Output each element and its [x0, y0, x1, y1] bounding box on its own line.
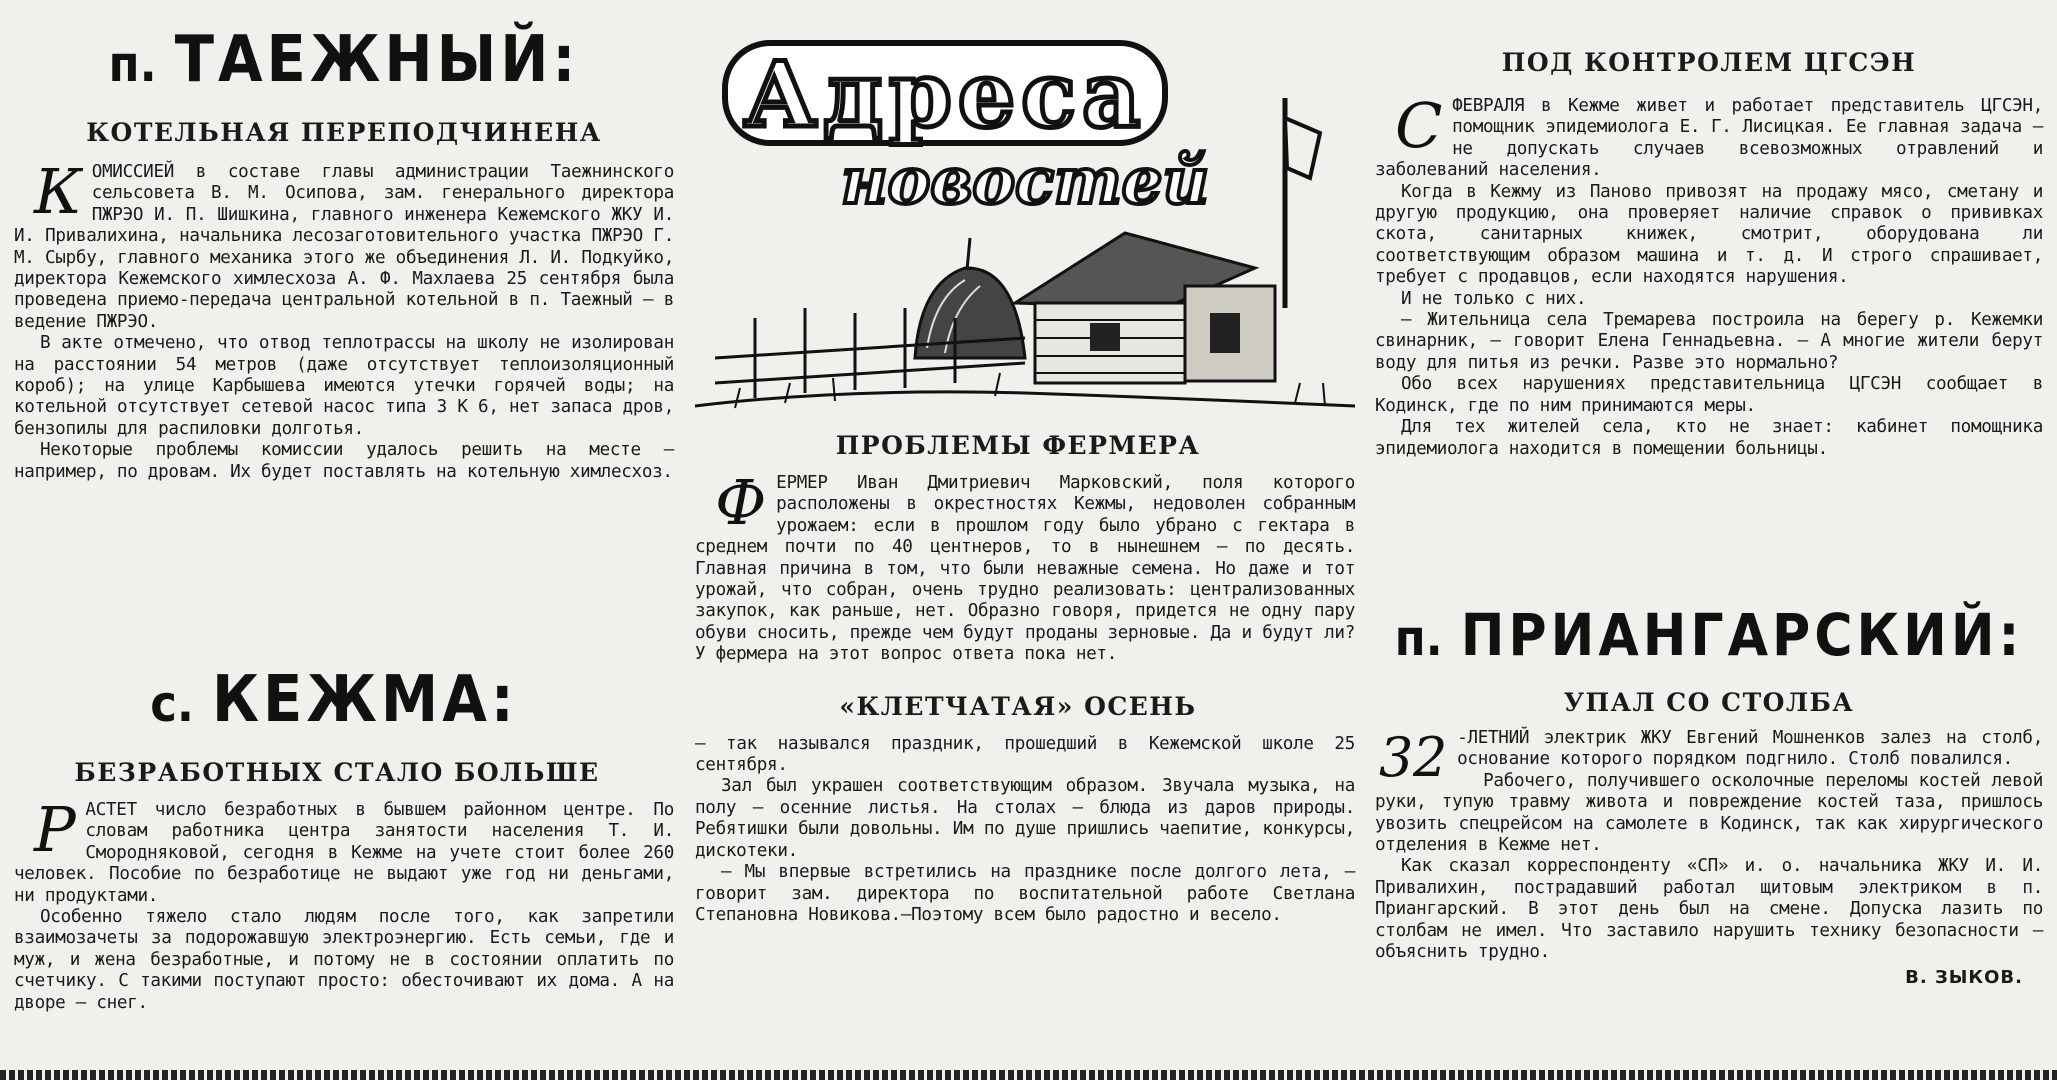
dropcap: С: [1395, 89, 1443, 162]
place-title-priangarsky: п. ПРИАНГАРСКИЙ:: [1394, 601, 2024, 669]
dropcap: 32: [1379, 726, 1448, 789]
dropcap: К: [34, 155, 82, 228]
place-title-kezhma: с. КЕЖМА:: [150, 663, 518, 737]
headline-boiler: КОТЕЛЬНАЯ ПЕРЕПОДЧИНЕНА: [86, 118, 602, 147]
headline-autumn: «КЛЕТЧАТАЯ» ОСЕНЬ: [839, 691, 1197, 721]
article-body-cgsen: С ФЕВРАЛЯ в Кежме живет и работает представитель ЦГСЭН, помощник эпидемиолога Е. Г. Лисицкая. Ее главная задача — не допускать случаев всевозможных отравлений и заболеваний населения. Когда в Кежму из Паново привозят на продажу мясо, сметану и другую продукцию, она проверяет наличие справок о прививках скота, санитарных книжек, смотрит, оборудована ли соответствующим образом машина и т. д. И строго спрашивает, требует с продавцов, если находятся нарушения. И не только с них. — Жительница села Тремарева построила на берегу р. Кежемки свинарник, — говорит Елена Геннадьевна. — А многие жители берут воду для питья из речки. Разве это нормально? Обо всех нарушениях представительница ЦГСЭН сообщает в Кодинск, где по ним принимаются меры. Для тех жителей села, кто не знает: кабинет помощника эпидемиолога находится в помещении больницы.: [1375, 89, 2043, 459]
village-illustration: [695, 18, 1355, 413]
bottom-border: [0, 1070, 2057, 1080]
headline-fell: УПАЛ СО СТОЛБА: [1563, 688, 1855, 717]
article-body-priangarsky: 32 -ЛЕТНИЙ электрик ЖКУ Евгений Мошненков залез на столб, основание которого порядком подгнило. Столб повалился. Рабочего, получившего осколочные переломы костей левой руки, тупую травму живота и повреждение костей таза, пришлось увозить спецрейсом на самолете в Кодинск, так как хирургического отделения в Кежме нет. Как сказал корреспонденту «СП» и. о. начальника ЖКУ И. И. Привалихин, пострадавший работал щитовым электриком в п. Приангарский. В этот день был на смене. Допуска лазить по столбам не имел. Что заставило нарушить технику безопасности — объяснить трудно.: [1375, 726, 2043, 963]
ground-line: [695, 392, 1355, 406]
article-body-kezhma: Р АСТЕТ число безработных в бывшем районном центре. По словам работника центра занятости населения Т. И. Смородняковой, сегодня в Кежме на учете стоит более 260 человек. Пособие по безработице не выдают уже год ни деньгами, ни продуктами. Особенно тяжело стало людям после того, как запретили взаимозачеты за подорожавшую электроэнергию. Есть семьи, где и муж, и жена безработные, и потому не в состоянии оплатить по счетчику. С такими поступают просто: обесточивают их дома. А на дворе — снег.: [14, 793, 674, 1013]
article-cgsen: [1375, 48, 2043, 460]
article-body-autumn: — так назывался праздник, прошедший в Кежемской школе 25 сентября. Зал был украшен соответствующим образом. Звучала музыка, на полу — осенние листья. На столах — блюда из даров природы. Ребятишки были довольны. Им по душе пришлись чаепитие, конкурсы, дискотеки. — Мы впервые встретились на празднике после долгого лета, — говорит зам. директора по воспитательной работе Светлана Степановна Новикова.—Поэтому всем было радостно и весело.: [695, 733, 1355, 925]
house-icon: [1015, 233, 1275, 383]
flag-icon: [1285, 98, 1320, 308]
article-autumn: [695, 692, 1355, 927]
svg-text:Адреса: Адреса: [743, 42, 1147, 148]
dropcap: Ф: [715, 466, 767, 539]
article-priangarsky: [1375, 601, 2043, 989]
headline-cgsen: ПОД КОНТРОЛЕМ ЦГСЭН: [1501, 48, 1917, 77]
middle-column: [695, 18, 1355, 926]
article-kezhma: [14, 663, 674, 1014]
logo-adresa-novostey: [725, 42, 1209, 219]
article-body-farmer: Ф ЕРМЕР Иван Дмитриевич Марковский, поля которого расположены в окрестностях Кежмы, недоволен собранным урожаем: если в прошлом году было убрано с гектара в среднем почти по 40 центнеров, то в нынешнем — по десять. Главная причина в том, что были неважные семена. Но даже и тот урожай, что собран, очень трудно реализовать: централизованных закупок, как раньше, нет. Образно говоря, придется не одну пару обуви сносить, прежде чем будут проданы зерновые. Да и будут ли? У фермера на этот вопрос ответа пока нет.: [695, 466, 1355, 665]
headline-farmer: ПРОБЛЕМЫ ФЕРМЕРА: [835, 431, 1201, 460]
right-column: [1375, 18, 2043, 989]
article-taezhny: [14, 23, 674, 483]
article-body-taezhny: К ОМИССИЕЙ в составе главы администрации Таежнинского сельсовета В. М. Осипова, зам. генерального директора ПЖРЭО И. П. Шишкина, главного инженера Кежемского ЖКУ И. И. Привалихина, начальника лесозаготовительного участка ПЖРЭО Г. М. Сырбу, главного механика этого же объединения Л. И. Подкуйко, директора Кежемского химлесхоза А. Ф. Махлаева 25 сентября была проведена приемо-передача центральной котельной в п. Таежный — в ведение ПЖРЭО. В акте отмечено, что отвод теплотрассы на школу не изолирован на расстоянии 54 метров (даже отсутствует теплоизоляционный короб); на улице Карбышева имеются утечки горячей воды; на котельной отсутствует сетевой насос типа 3 К 6, нет запаса дров, бензопилы для распиловки долготья. Некоторые проблемы комиссии удалось решить на месте — например, по дровам. Их будет поставлять на котельную химлесхоз.: [14, 155, 674, 482]
dropcap: Р: [34, 793, 76, 866]
svg-text:новостей: новостей: [841, 144, 1209, 219]
headline-unemployed: БЕЗРАБОТНЫХ СТАЛО БОЛЬШЕ: [74, 758, 600, 787]
place-title-taezhny: п. ТАЕЖНЫЙ:: [108, 23, 580, 97]
header-illustration: [695, 18, 1355, 413]
left-column: [14, 18, 674, 1013]
article-farmer: [695, 431, 1355, 666]
author-signature: В. ЗЫКОВ.: [1905, 967, 2023, 989]
